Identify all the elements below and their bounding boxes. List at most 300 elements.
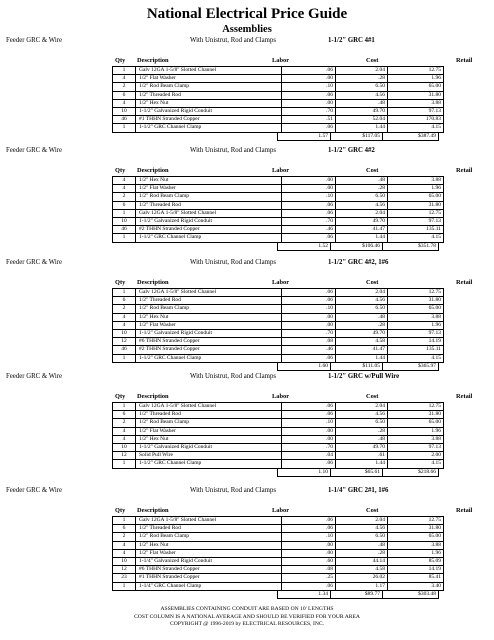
cell-description: 1/2" Threaded Rod [136,201,282,209]
cell-qty: 46 [113,226,136,234]
cell-description: #2 THHN Stranded Copper [136,226,282,234]
cell-qty: 1 [113,403,136,411]
section-assembly-name: 1-1/2" GRC 4#1 [328,37,375,44]
cell-labor: .00 [282,435,336,443]
column-headers [0,506,494,515]
cell-labor: .06 [282,517,336,525]
cell-description: Solid Pull Wire [136,452,282,460]
cell-description: Galv 12GA 1-5/8" Slotted Channel [136,517,282,525]
cell-cost: 4.58 [336,338,388,346]
footer-line: COPYRIGHT @ 1996-2019 by ELECTRICAL RESOURCES, INC. [169,621,324,627]
cell-labor: .06 [282,582,336,590]
section-note: With Unistrut, Rod and Clamps [190,37,277,44]
col-retail-header: Retail [456,507,473,514]
cell-cost: 4.56 [336,91,388,99]
total-labor: 1.34 [278,590,331,598]
cell-qty: 46 [113,116,136,124]
table-row [113,297,444,305]
cell-cost: 6.50 [336,533,388,541]
column-headers [0,166,494,175]
cell-cost: 6.50 [336,83,388,91]
cell-labor: .06 [282,411,336,419]
cell-retail: 12.75 [388,289,444,297]
cell-retail: 31.80 [388,525,444,533]
cell-qty: 10 [113,329,136,337]
cell-labor: .06 [282,124,336,132]
table-row [113,525,444,533]
cell-description: 1/2" Hex Nut [136,435,282,443]
cell-description: 1/2" Flat Washer [136,427,282,435]
cell-labor: .70 [282,217,336,225]
cell-labor: .06 [282,289,336,297]
cell-description: 1/2" Flat Washer [136,75,282,83]
cell-qty: 6 [113,91,136,99]
cell-cost: 6.50 [336,305,388,313]
cell-labor: .06 [282,354,336,362]
cell-retail: 4.15 [388,234,444,242]
table-row [113,403,444,411]
cell-description: 1/2" Threaded Rod [136,297,282,305]
cell-retail: 14.19 [388,566,444,574]
cell-retail: 1.96 [388,427,444,435]
totals-row [277,468,439,477]
page-title: National Electrical Price Guide [146,6,348,22]
cell-labor: .04 [282,452,336,460]
section-category: Feeder GRC & Wire [6,487,63,494]
cell-qty: 6 [113,525,136,533]
table-row [113,338,444,346]
cell-qty: 4 [113,541,136,549]
cell-qty: 12 [113,338,136,346]
cell-description: 1/2" Threaded Rod [136,411,282,419]
cell-cost: 1.44 [336,354,388,362]
col-description-header: Description [137,393,169,400]
cell-retail: 65.00 [388,305,444,313]
page-subtitle: Assemblies [222,24,272,35]
cell-labor: .10 [282,533,336,541]
table-row [113,67,444,75]
table-row [113,99,444,107]
cell-cost: 4.56 [336,525,388,533]
cell-cost: 2.04 [336,209,388,217]
cell-labor: .10 [282,83,336,91]
cell-labor: .00 [282,185,336,193]
cell-cost: .61 [336,452,388,460]
cell-qty: 2 [113,305,136,313]
col-description-header: Description [137,167,169,174]
cell-cost: .28 [336,185,388,193]
col-description-header: Description [137,57,169,64]
section-note: With Unistrut, Rod and Clamps [190,373,277,380]
cell-labor: .70 [282,107,336,115]
cell-cost: 49.70 [336,107,388,115]
cell-cost: 4.58 [336,566,388,574]
cell-cost: 41.47 [336,226,388,234]
cell-retail: 4.15 [388,354,444,362]
cell-cost: .48 [336,435,388,443]
cell-qty: 46 [113,346,136,354]
table-row [113,435,444,443]
cell-cost: 6.50 [336,193,388,201]
cell-description: 1/2" Flat Washer [136,549,282,557]
cell-retail: 3.88 [388,435,444,443]
column-headers [0,278,494,287]
cell-cost: 2.04 [336,403,388,411]
table-row [113,201,444,209]
cell-description: 1/2" Threaded Rod [136,525,282,533]
table-row [113,427,444,435]
section-category: Feeder GRC & Wire [6,259,63,266]
cell-description: #1 THHN Stranded Copper [136,116,282,124]
cell-qty: 12 [113,566,136,574]
cell-labor: .06 [282,209,336,217]
total-retail: $218.66 [383,468,439,476]
section-header [0,36,494,46]
cell-description: 1-1/2" Galvanized Rigid Conduit [136,329,282,337]
cell-qty: 6 [113,201,136,209]
cell-description: 1/2" Rod Beam Clamp [136,419,282,427]
items-table [112,66,444,133]
cell-cost: 2.04 [336,67,388,75]
cell-cost: 6.50 [336,419,388,427]
col-qty-header: Qty [115,393,126,400]
cell-retail: 12.75 [388,209,444,217]
total-cost: $111.05 [331,362,383,370]
cell-retail: 3.88 [388,541,444,549]
cell-description: 1-1/2" GRC Channel Clamp [136,354,282,362]
totals-row [277,362,439,371]
cell-cost: .48 [336,99,388,107]
cell-cost: 1.17 [336,582,388,590]
cell-retail: 1.96 [388,75,444,83]
cell-labor: .10 [282,193,336,201]
cell-qty: 4 [113,435,136,443]
table-row [113,75,444,83]
total-retail: $303.48 [383,590,439,598]
cell-retail: 31.80 [388,91,444,99]
cell-qty: 4 [113,185,136,193]
cell-description: 1-1/2" Galvanized Rigid Conduit [136,217,282,225]
table-row [113,289,444,297]
section-header [0,486,494,496]
footer-notes [0,606,494,629]
cell-retail: 3.88 [388,99,444,107]
cell-description: 1/2" Flat Washer [136,321,282,329]
total-cost: $106.46 [331,242,383,250]
cell-cost: 2.04 [336,517,388,525]
cell-retail: 31.80 [388,297,444,305]
table-row [113,185,444,193]
cell-qty: 4 [113,99,136,107]
section-note: With Unistrut, Rod and Clamps [190,259,277,266]
cell-labor: .06 [282,67,336,75]
cell-labor: .00 [282,321,336,329]
cell-description: 1/2" Rod Beam Clamp [136,193,282,201]
table-row [113,452,444,460]
col-qty-header: Qty [115,279,126,286]
cell-description: 1-1/2" Galvanized Rigid Conduit [136,443,282,451]
totals-row [277,590,439,599]
cell-labor: .00 [282,99,336,107]
cell-cost: .28 [336,427,388,435]
cell-retail: 1.96 [388,321,444,329]
cell-description: Galv 12GA 1-5/8" Slotted Channel [136,67,282,75]
cell-cost: 52.04 [336,116,388,124]
section-header [0,258,494,268]
cell-cost: 1.44 [336,124,388,132]
items-table [112,516,444,591]
cell-description: #6 THHN Stranded Copper [136,338,282,346]
table-row [113,116,444,124]
cell-labor: .08 [282,566,336,574]
col-qty-header: Qty [115,507,126,514]
col-qty-header: Qty [115,167,126,174]
table-row [113,574,444,582]
cell-description: 1/2" Threaded Rod [136,91,282,99]
totals-row [277,132,439,141]
cell-labor: .70 [282,443,336,451]
cell-qty: 12 [113,452,136,460]
cell-qty: 2 [113,193,136,201]
cell-retail: 4.15 [388,124,444,132]
cell-labor: .00 [282,177,336,185]
total-labor: 1.10 [278,468,331,476]
cell-labor: .46 [282,346,336,354]
cell-description: 1/2" Flat Washer [136,185,282,193]
table-row [113,321,444,329]
cell-qty: 2 [113,83,136,91]
cell-qty: 4 [113,75,136,83]
table-row [113,346,444,354]
cell-labor: .00 [282,427,336,435]
cell-cost: 1.44 [336,460,388,468]
cell-retail: 170.83 [388,116,444,124]
cell-labor: .06 [282,460,336,468]
cell-retail: 97.13 [388,217,444,225]
col-retail-header: Retail [456,393,473,400]
cell-labor: .00 [282,541,336,549]
cell-qty: 4 [113,549,136,557]
cell-retail: 97.13 [388,107,444,115]
col-qty-header: Qty [115,57,126,64]
total-retail: $387.49 [383,132,439,140]
cell-description: 1/2" Hex Nut [136,313,282,321]
cell-labor: .06 [282,201,336,209]
cell-retail: 85.09 [388,557,444,565]
cell-qty: 4 [113,321,136,329]
col-description-header: Description [137,507,169,514]
table-row [113,541,444,549]
table-row [113,209,444,217]
section-assembly-name: 1-1/2" GRC w/Pull Wire [328,373,400,380]
cell-qty: 23 [113,574,136,582]
cell-description: Galv 12GA 1-5/8" Slotted Channel [136,209,282,217]
cell-cost: 49.70 [336,217,388,225]
cell-retail: 97.13 [388,329,444,337]
col-cost-header: Cost [366,57,379,64]
table-row [113,193,444,201]
cell-qty: 1 [113,209,136,217]
total-cost: $65.61 [331,468,383,476]
cell-qty: 4 [113,313,136,321]
items-table [112,288,444,363]
table-row [113,419,444,427]
col-cost-header: Cost [366,279,379,286]
cell-labor: .06 [282,297,336,305]
cell-labor: .51 [282,116,336,124]
cell-labor: .06 [282,403,336,411]
cell-cost: .28 [336,549,388,557]
cell-retail: 3.40 [388,582,444,590]
cell-qty: 1 [113,354,136,362]
cell-labor: .70 [282,329,336,337]
cell-cost: 44.14 [336,557,388,565]
table-row [113,305,444,313]
cell-description: 1/2" Rod Beam Clamp [136,83,282,91]
cell-qty: 1 [113,124,136,132]
cell-cost: .28 [336,321,388,329]
cell-labor: .06 [282,525,336,533]
section-header [0,146,494,156]
cell-labor: .46 [282,226,336,234]
total-cost: $117.05 [331,132,383,140]
col-labor-header: Labor [272,507,290,514]
cell-labor: .08 [282,338,336,346]
section-note: With Unistrut, Rod and Clamps [190,487,277,494]
total-retail: $351.78 [383,242,439,250]
cell-cost: 4.56 [336,201,388,209]
cell-description: 1/2" Rod Beam Clamp [136,533,282,541]
cell-qty: 4 [113,427,136,435]
cell-labor: .00 [282,75,336,83]
cell-qty: 10 [113,217,136,225]
table-row [113,313,444,321]
cell-qty: 10 [113,443,136,451]
footer-line: ASSEMBLIES CONTAINING CONDUIT ARE BASED ON 10' LENGTHS [160,606,334,612]
cell-labor: .60 [282,557,336,565]
column-headers [0,56,494,65]
cell-retail: 4.15 [388,460,444,468]
cell-qty: 1 [113,67,136,75]
cell-retail: 12.75 [388,403,444,411]
cell-description: #6 THHN Stranded Copper [136,566,282,574]
table-row [113,549,444,557]
cell-retail: 85.41 [388,574,444,582]
table-row [113,411,444,419]
section-assembly-name: 1-1/2" GRC 4#2, 1#6 [328,259,389,266]
cell-qty: 6 [113,411,136,419]
cell-retail: 2.00 [388,452,444,460]
cell-retail: 65.00 [388,193,444,201]
cell-description: #1 THHN Stranded Copper [136,574,282,582]
cell-retail: 65.00 [388,83,444,91]
cell-description: 1-1/2" Galvanized Rigid Conduit [136,107,282,115]
cell-description: 1-1/4" GRC Channel Clamp [136,582,282,590]
cell-description: 1-1/4" Galvanized Rigid Conduit [136,557,282,565]
cell-retail: 135.11 [388,346,444,354]
cell-retail: 12.75 [388,517,444,525]
footer-line: COST COLUMN IS A NATIONAL AVERAGE AND SHOULD BE VERIFIED FOR YOUR AREA [134,613,360,620]
section-category: Feeder GRC & Wire [6,37,63,44]
items-table [112,176,444,243]
cell-cost: 41.47 [336,346,388,354]
cell-qty: 2 [113,533,136,541]
col-retail-header: Retail [456,57,473,64]
section-header [0,372,494,382]
cell-cost: .28 [336,75,388,83]
cell-description: 1-1/2" GRC Channel Clamp [136,234,282,242]
section-category: Feeder GRC & Wire [6,373,63,380]
cell-labor: .06 [282,91,336,99]
col-retail-header: Retail [456,279,473,286]
col-cost-header: Cost [366,393,379,400]
cell-qty: 1 [113,234,136,242]
cell-cost: 1.44 [336,234,388,242]
cell-qty: 4 [113,177,136,185]
cell-description: #2 THHN Stranded Copper [136,346,282,354]
table-row [113,533,444,541]
total-labor: 1.52 [278,242,331,250]
col-cost-header: Cost [366,507,379,514]
cell-retail: 97.13 [388,443,444,451]
cell-labor: .06 [282,234,336,242]
cell-retail: 12.75 [388,67,444,75]
cell-cost: 49.70 [336,443,388,451]
cell-qty: 1 [113,460,136,468]
cell-qty: 2 [113,419,136,427]
cell-description: Galv 12GA 1-5/8" Slotted Channel [136,403,282,411]
cell-qty: 1 [113,582,136,590]
cell-description: 1/2" Rod Beam Clamp [136,305,282,313]
cell-retail: 3.88 [388,313,444,321]
cell-description: 1/2" Hex Nut [136,177,282,185]
cell-description: 1/2" Hex Nut [136,99,282,107]
section-assembly-name: 1-1/2" GRC 4#2 [328,147,375,154]
items-table [112,402,444,469]
cell-qty: 1 [113,517,136,525]
col-retail-header: Retail [456,167,473,174]
table-row [113,443,444,451]
total-labor: 1.57 [278,132,331,140]
cell-labor: .00 [282,313,336,321]
cell-retail: 3.88 [388,177,444,185]
cell-cost: 2.04 [336,289,388,297]
section-category: Feeder GRC & Wire [6,147,63,154]
cell-description: 1/2" Hex Nut [136,541,282,549]
col-labor-header: Labor [272,279,290,286]
cell-retail: 1.96 [388,185,444,193]
cell-retail: 135.11 [388,226,444,234]
column-headers [0,392,494,401]
table-row [113,329,444,337]
cell-cost: 26.02 [336,574,388,582]
table-row [113,566,444,574]
table-row [113,83,444,91]
total-labor: 1.60 [278,362,331,370]
cell-cost: .48 [336,177,388,185]
cell-retail: 65.00 [388,533,444,541]
cell-labor: .25 [282,574,336,582]
table-row [113,226,444,234]
cell-labor: .00 [282,549,336,557]
cell-description: 1-1/2" GRC Channel Clamp [136,460,282,468]
section-assembly-name: 1-1/4" GRC 2#1, 1#6 [328,487,389,494]
cell-cost: 4.56 [336,297,388,305]
table-row [113,91,444,99]
col-cost-header: Cost [366,167,379,174]
table-row [113,217,444,225]
cell-retail: 1.96 [388,549,444,557]
